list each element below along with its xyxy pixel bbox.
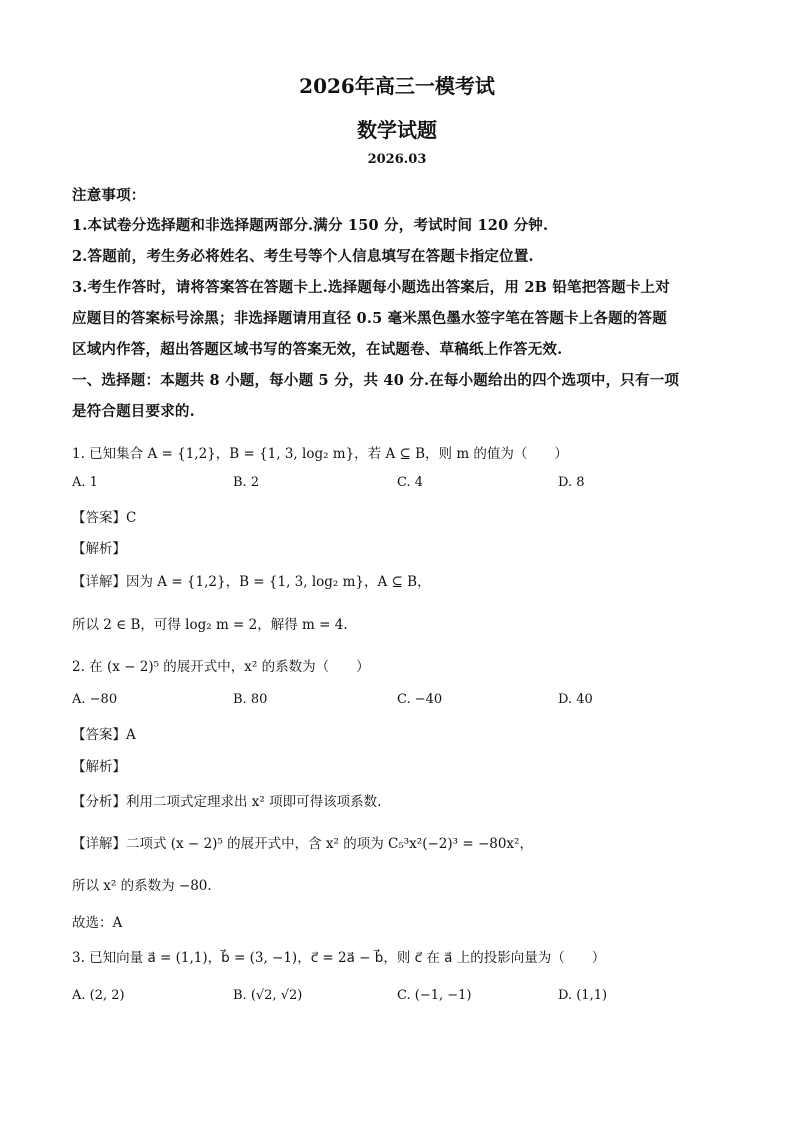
q2-option-d: D. 40	[558, 692, 593, 707]
exam-title: 2026年高三一模考试	[299, 74, 495, 98]
q2-stem: 2. 在 (x − 2)⁵ 的展开式中，x² 的系数为（ ）	[72, 659, 370, 675]
section-heading-line2: 是符合题目要求的.	[72, 403, 195, 420]
q2-answer: 【答案】A	[72, 727, 136, 743]
q1-analysis-label: 【解析】	[72, 541, 126, 557]
q3-option-a: A. (2, 2)	[72, 988, 125, 1003]
q2-detail-line2: 所以 x² 的系数为 −80.	[72, 878, 212, 894]
q1-answer: 【答案】C	[72, 510, 137, 526]
q2-analysis-label: 【解析】	[72, 759, 126, 775]
notice-item-3-cont2: 区域内作答，超出答题区域书写的答案无效，在试题卷、草稿纸上作答无效.	[72, 341, 563, 358]
notice-item-3-cont1: 应题目的答案标号涂黑；非选择题请用直径 0.5 毫米黑色墨水签字笔在答题卡上各题的答题	[72, 310, 667, 327]
q1-option-d: D. 8	[558, 475, 585, 490]
exam-subtitle: 数学试题	[357, 118, 437, 142]
q3-option-b: B. (√2, √2)	[233, 988, 303, 1003]
section-heading-line1: 一、选择题：本题共 8 小题，每小题 5 分，共 40 分.在每小题给出的四个选项中，只有一项	[72, 372, 680, 389]
notice-heading: 注意事项：	[72, 187, 146, 204]
exam-date: 2026.03	[367, 152, 427, 167]
q2-choice: 故选：A	[72, 915, 123, 931]
q2-detail-line1: 【详解】二项式 (x − 2)⁵ 的展开式中，含 x² 的项为 C₅³x²(−2)³ = −80x²，	[72, 836, 533, 852]
q3-option-c: C. (−1, −1)	[397, 988, 472, 1003]
notice-item-1: 1.本试卷分选择题和非选择题两部分.满分 150 分，考试时间 120 分钟.	[72, 217, 549, 234]
q2-option-b: B. 80	[233, 692, 268, 707]
q1-option-a: A. 1	[72, 475, 98, 490]
q2-option-c: C. −40	[397, 692, 443, 707]
q2-fenxi: 【分析】利用二项式定理求出 x² 项即可得该项系数.	[72, 794, 382, 810]
q1-option-c: C. 4	[397, 475, 424, 490]
q3-option-d: D. (1,1)	[558, 988, 608, 1003]
notice-item-3: 3.考生作答时，请将答案答在答题卡上.选择题每小题选出答案后，用 2B 铅笔把答题卡上对	[72, 279, 670, 296]
q2-option-a: A. −80	[72, 692, 118, 707]
q1-option-b: B. 2	[233, 475, 260, 490]
q1-detail-line1: 【详解】因为 A = {1,2}，B = {1, 3, log₂ m}，A ⊆ B，	[72, 574, 431, 590]
notice-item-2: 2.答题前，考生务必将姓名、考生号等个人信息填写在答题卡指定位置.	[72, 248, 534, 265]
q1-detail-line2: 所以 2 ∈ B，可得 log₂ m = 2，解得 m = 4.	[72, 617, 348, 633]
q1-stem: 1. 已知集合 A = {1,2}，B = {1, 3, log₂ m}，若 A ⊆ B，则 m 的值为（ ）	[72, 446, 568, 462]
q3-stem: 3. 已知向量 a⃗ = (1,1)，b⃗ = (3, −1)，c⃗ = 2a⃗ − b⃗，则 c⃗ 在 a⃗ 上的投影向量为（ ）	[72, 950, 606, 966]
